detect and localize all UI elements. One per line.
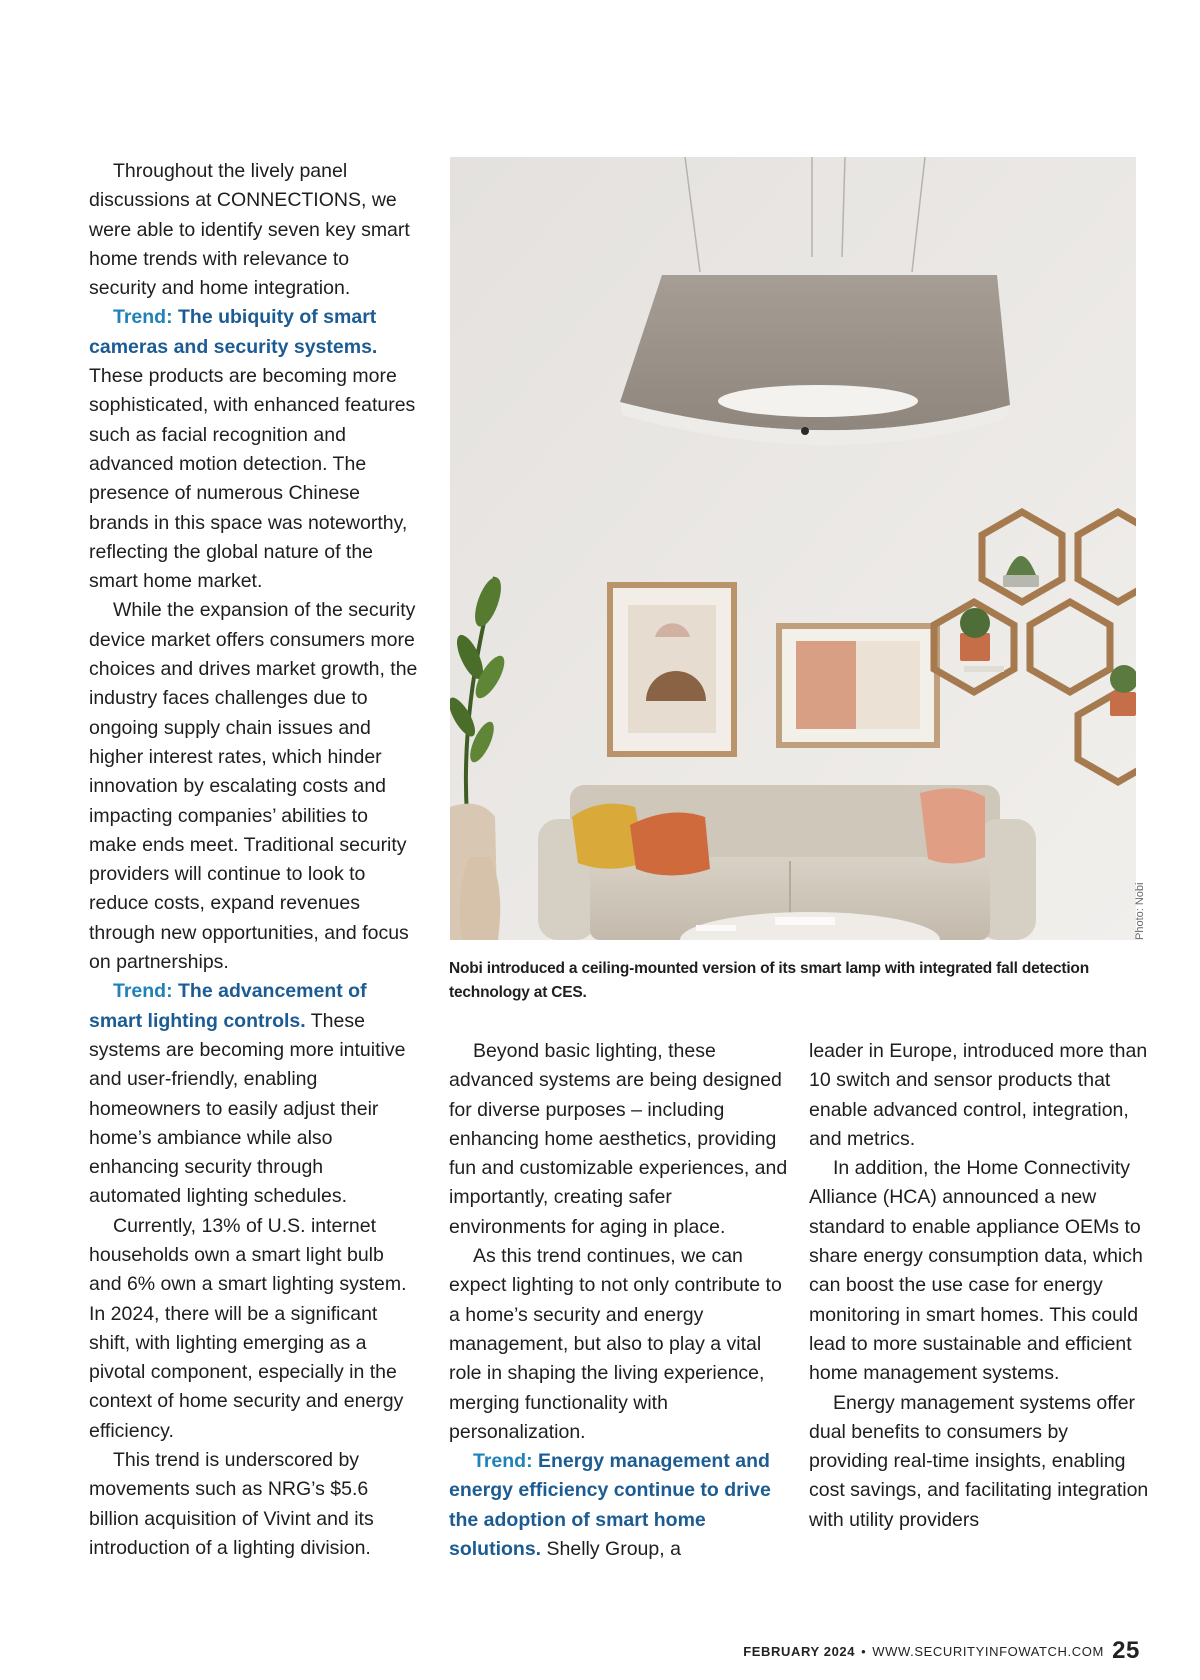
- trend-label: Trend:: [113, 980, 173, 1003]
- trend-paragraph-lighting: [89, 977, 419, 1211]
- issue-date: FEBRUARY 2024: [743, 1644, 856, 1659]
- trend-heading: The advancement of smart lighting controls.: [89, 980, 367, 1032]
- paragraph: In addition, the Home Connectivity Alliance (HCA) announced a new standard to enable appliance OEMs to share energy consumption data, which can boost the use case for energy monitoring in smart homes. This could lead to more sustainable and efficient home management systems.: [809, 1157, 1143, 1385]
- paragraph: Beyond basic lighting, these advanced systems are being designed for diverse purposes – including enhancing home aesthetics, providing fun and customizable experiences, and importantly, creating safer environments for aging in place.: [449, 1040, 788, 1238]
- page-number: 25: [1112, 1637, 1140, 1664]
- living-room-illustration: [450, 157, 1136, 940]
- pendant-lamp: [620, 275, 1010, 445]
- paragraph: As this trend continues, we can expect lighting to not only contribute to a home’s security and energy management, but also to play a vital role in shaping the living experience, merging functionality with personalization.: [449, 1245, 782, 1443]
- trend-heading: The ubiquity of smart cameras and security systems.: [89, 306, 378, 358]
- wall-art-right: [776, 623, 940, 748]
- wall-art-left: [607, 582, 737, 757]
- article-photo: [450, 157, 1136, 940]
- trend-heading: Energy management and energy efficiency continue to drive the adoption of smart home solutions.: [449, 1450, 771, 1561]
- trend-body: These products are becoming more sophisticated, with enhanced features such as facial recognition and advanced motion detection. The presence of numerous Chinese brands in this space was noteworthy, reflecting the global nature of the smart home market.: [89, 365, 416, 593]
- paragraph: While the expansion of the security device market offers consumers more choices and drives market growth, the industry faces challenges due to ongoing supply chain issues and higher interest rates, which hinder innovation by escalating costs and impacting companies’ abilities to make ends meet. Traditional security providers will continue to look to reduce costs, expand revenues through new opportunities, and focus on partnerships.: [89, 599, 418, 974]
- trend-label: Trend:: [113, 306, 173, 329]
- trend-body: Shelly Group, a: [546, 1538, 681, 1561]
- paragraph: This trend is underscored by movements such as NRG’s $5.6 billion acquisition of Vivint and its introduction of a lighting division.: [89, 1449, 374, 1559]
- paragraph: Throughout the lively panel discussions at CONNECTIONS, we were able to identify seven key smart home trends with relevance to security and home integration.: [89, 160, 410, 300]
- trend-body: These systems are becoming more intuitive and user-friendly, enabling homeowners to easily adjust their home’s ambiance while also enhancing security through automated lighting schedules.: [89, 1009, 406, 1208]
- article-column-2: [449, 1037, 789, 1564]
- website-url: WWW.SECURITYINFOWATCH.COM: [872, 1644, 1104, 1659]
- page-footer: [743, 1635, 1140, 1663]
- trend-paragraph-energy: [449, 1447, 789, 1564]
- paragraph: leader in Europe, introduced more than 10 switch and sensor products that enable advanced control, integration, and metrics.: [809, 1040, 1148, 1150]
- photo-credit: Photo: Nobi: [1134, 882, 1146, 940]
- footer-separator: •: [861, 1644, 867, 1659]
- photo-caption: Nobi introduced a ceiling-mounted version of its smart lamp with integrated fall detection technology at CES.: [449, 960, 1089, 1001]
- paragraph: Currently, 13% of U.S. internet households own a smart light bulb and 6% own a smart lighting system. In 2024, there will be a significant shift, with lighting emerging as a pivotal component, especially in the context of home security and energy efficiency.: [89, 1214, 407, 1442]
- article-column-1: [89, 157, 419, 1563]
- trend-label: Trend:: [473, 1450, 533, 1473]
- paragraph: Energy management systems offer dual benefits to consumers by providing real-time insights, enabling cost savings, and facilitating integration with utility providers: [809, 1391, 1149, 1531]
- article-column-3: [809, 1037, 1149, 1535]
- trend-paragraph-cameras: [89, 303, 419, 596]
